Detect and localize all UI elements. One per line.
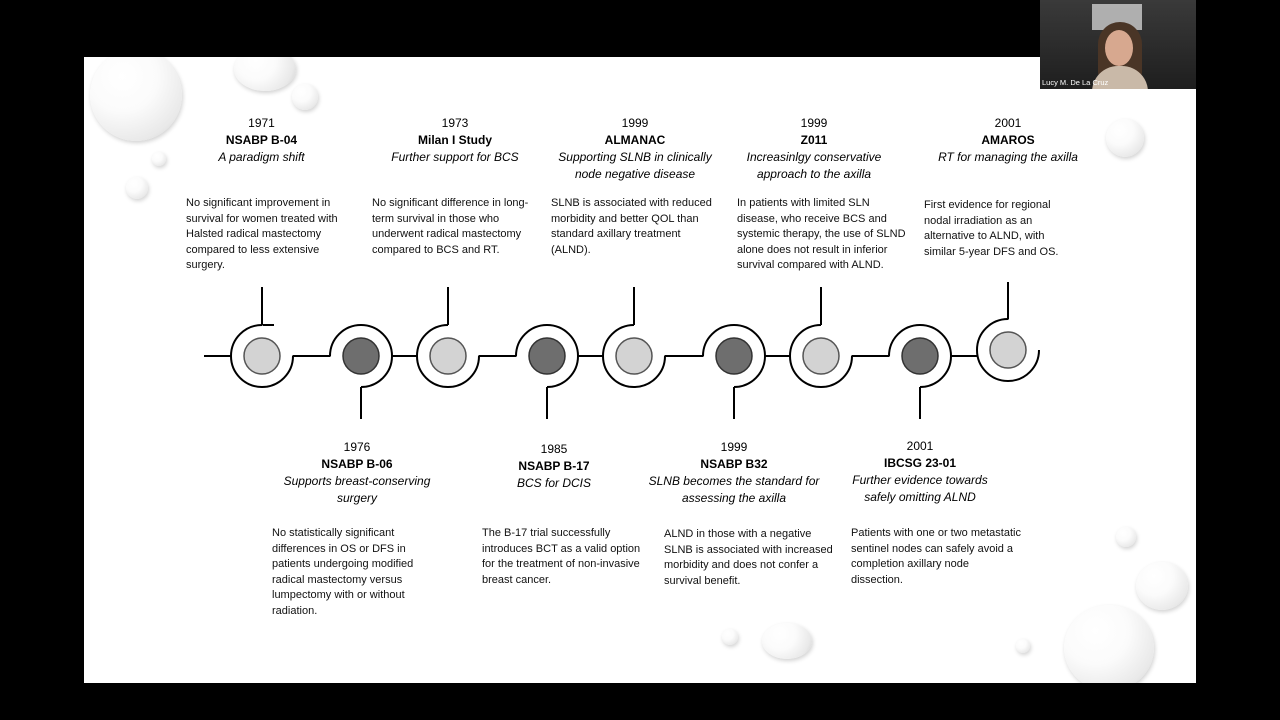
entry-subtitle: BCS for DCIS (516, 476, 591, 490)
entry-description: No significant improvement in survival for women treated with Halsted radical mastectomy compared to less extensive surgery. (186, 197, 338, 271)
entry-year: 1999 (720, 440, 748, 454)
entry-study: ALMANAC (604, 133, 666, 147)
timeline-entry-1999-z011 (734, 115, 894, 183)
timeline-entry-1999-almanac (549, 115, 721, 183)
timeline-node-1999-b32 (703, 325, 765, 387)
entry-study: NSABP B-06 (321, 457, 393, 471)
presentation-slide (84, 57, 1196, 683)
entry-subtitle: Supporting SLNB in clinically node negative disease (558, 150, 712, 181)
timeline-entry-1973 (374, 115, 536, 166)
entry-year: 1999 (800, 116, 828, 130)
entry-study: AMAROS (981, 133, 1035, 147)
entry-subtitle: A paradigm shift (218, 150, 305, 164)
timeline-entry-1985 (484, 441, 624, 492)
timeline-entry-2001-ibcsg (836, 438, 1004, 506)
entry-description: No statistically significant differences in OS or DFS in patients undergoing modified radical mastectomy versus lumpectomy with or without radiation. (272, 527, 414, 617)
timeline-node-1999-z011 (790, 325, 852, 387)
entry-description: Patients with one or two metastatic sentinel nodes can safely avoid a completion axillary node dissection. (851, 527, 1021, 586)
entry-description: No significant difference in long-term survival in those who underwent radical mastectomy compared to BCS and RT. (372, 197, 529, 256)
entry-year: 1971 (248, 116, 275, 130)
timeline-entry-2001-amaros (929, 115, 1087, 166)
entry-year: 1985 (540, 442, 568, 456)
entry-study: NSABP B-17 (518, 459, 590, 473)
timeline-nodes (231, 319, 1039, 387)
timeline-node-2001-amaros (977, 319, 1039, 381)
entry-study: Milan I Study (417, 133, 492, 147)
entry-study: NSABP B32 (700, 457, 768, 471)
timeline-node-1971 (231, 325, 293, 387)
timeline-node-1976 (330, 325, 392, 387)
entry-subtitle: Further evidence towards safely omitting ALND (852, 473, 988, 504)
timeline-node-1999-almanac (603, 325, 665, 387)
entry-subtitle: SLNB becomes the standard for assessing the axilla (648, 474, 820, 505)
entry-description: In patients with limited SLN disease, who receive BCS and systemic therapy, the use of SLND alone does not result in inferior survival compared with ALND. (737, 197, 906, 271)
entry-subtitle: Increasinlgy conservative approach to the axilla (746, 150, 882, 181)
timeline-node-2001-ibcsg (889, 325, 951, 387)
entry-description: The B-17 trial successfully introduces BCT as a valid option for the treatment of non-invasive breast cancer. (482, 527, 641, 586)
entry-subtitle: RT for managing the axilla (938, 150, 1078, 164)
entry-year: 1999 (621, 116, 649, 130)
timeline-entry-1999-b32 (644, 439, 824, 507)
entry-description: First evidence for regional nodal irradiation as an alternative to ALND, with similar 5-year DFS and OS. (924, 199, 1059, 258)
entry-study: NSABP B-04 (225, 133, 298, 147)
entry-year: 1973 (441, 116, 469, 130)
entry-year: 2001 (994, 116, 1022, 130)
timeline-entry-1971 (184, 115, 339, 166)
entry-description: SLNB is associated with reduced morbidity and better QOL than standard axillary treatment (ALND). (551, 197, 712, 256)
entry-description: ALND in those with a negative SLNB is associated with increased morbidity and does not confer a survival benefit. (664, 528, 833, 587)
entry-year: 2001 (906, 439, 934, 453)
timeline-node-1973 (417, 325, 479, 387)
entry-study: IBCSG 23-01 (883, 456, 957, 470)
entry-subtitle: Supports breast-conserving surgery (283, 474, 431, 505)
entry-year: 1976 (343, 440, 371, 454)
timeline-node-1985 (516, 325, 578, 387)
speaker-name-label: Lucy M. De La Cruz (1042, 78, 1109, 87)
speaker-video-tile[interactable] (1040, 0, 1196, 89)
speaker-face (1105, 30, 1133, 66)
timeline-entry-1976 (272, 439, 442, 507)
entry-subtitle: Further support for BCS (391, 150, 519, 164)
entry-study: Z011 (800, 133, 828, 147)
